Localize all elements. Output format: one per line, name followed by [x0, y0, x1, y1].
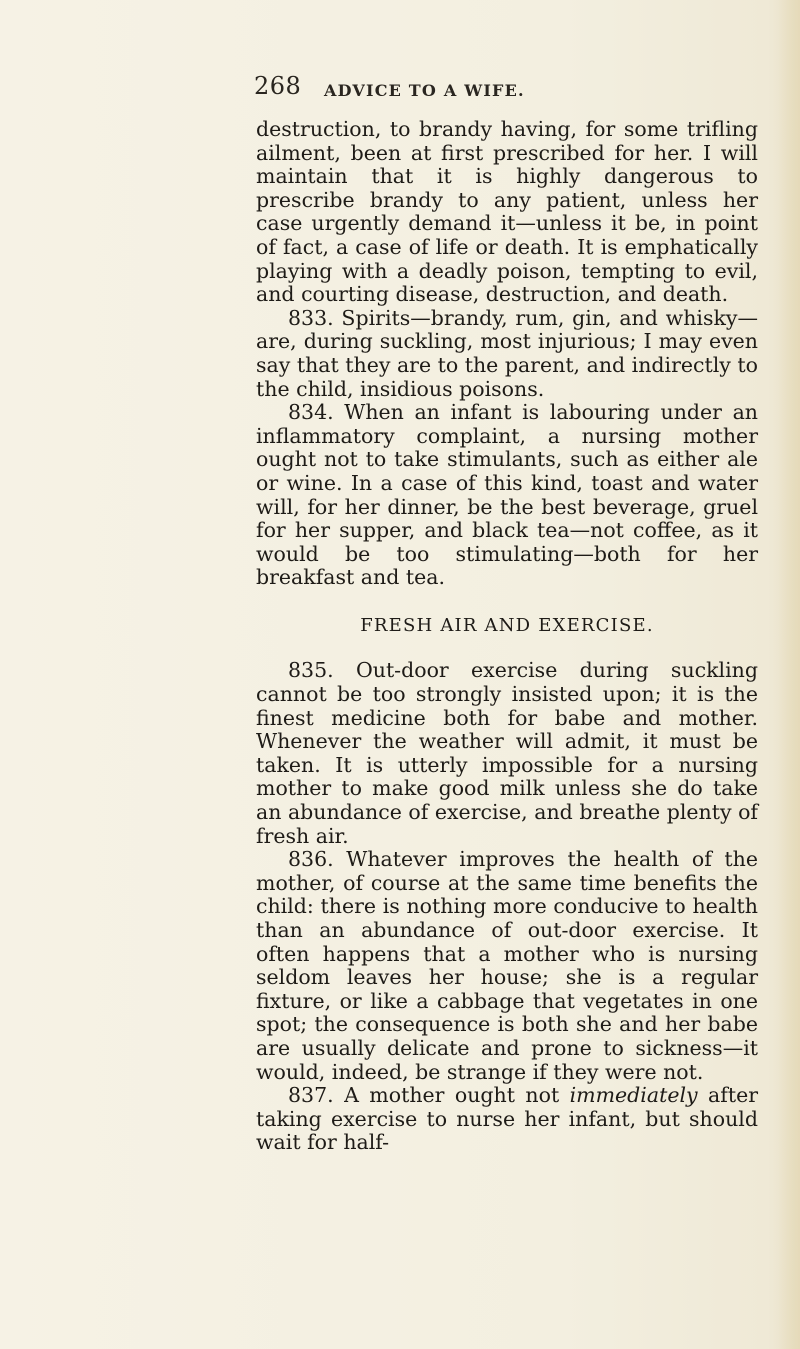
paragraph-837 — [256, 1084, 758, 1155]
page-edge — [778, 0, 800, 1349]
paragraph-837-start: 837. A mother ought not — [288, 1083, 570, 1108]
paragraph-833: 833. Spirits—brandy, rum, gin, and whisky—are, during suckling, most injurious; I may even say that they are to the parent, and indirectly to the child, insidious poisons. — [256, 305, 758, 401]
paragraph-836: 836. Whatever improves the health of the mother, of course at the same time benefits the child: there is nothing more conducive to health than an abundance of out-door exercise. It often happens that a mother who is nursing seldom leaves her house; she is a regular fixture, or like a cabbage that vegetates in one spot; the consequence is both she and her babe are usually delicate and prone to sickness—it would, indeed, be strange if they were not. — [256, 847, 758, 1084]
page-number: 268 — [254, 72, 302, 100]
paragraph-837-emphasis: immediately — [569, 1083, 698, 1108]
paragraph-continued: destruction, to brandy having, for some trifling ailment, been at first prescribed for her. I will maintain that it is highly dangerous to prescribe brandy to any patient, unless her case urgently demand it—unless it be, in point of fact, a case of life or death. It is emphatically playing with a deadly poison, tempting to evil, and courting disease, destruction, and death. — [256, 117, 758, 307]
paragraph-834: 834. When an infant is labouring under an inflammatory complaint, a nursing mother ought not to take stimulants, such as either ale or wine. In a case of this kind, toast and water will, for her dinner, be the best beverage, gruel for her supper, and black tea—not coffee, as it would be too stimulating—both for her breakfast and tea. — [256, 400, 758, 590]
body-text — [256, 118, 758, 1155]
running-title: ADVICE TO A WIFE. — [324, 81, 525, 100]
paragraph-835: 835. Out-door exercise during suckling cannot be too strongly insisted upon; it is the finest medicine both for babe and mother. Whenever the weather will admit, it must be taken. It is utterly impossible for a nursing mother to make good milk unless she do take an abundance of exercise, and breathe plenty of fresh air. — [256, 658, 758, 848]
paragraph-837-end: after taking exercise to nurse her infant, but should wait for half- — [256, 1083, 758, 1155]
section-heading: FRESH AIR AND EXERCISE. — [360, 614, 654, 636]
